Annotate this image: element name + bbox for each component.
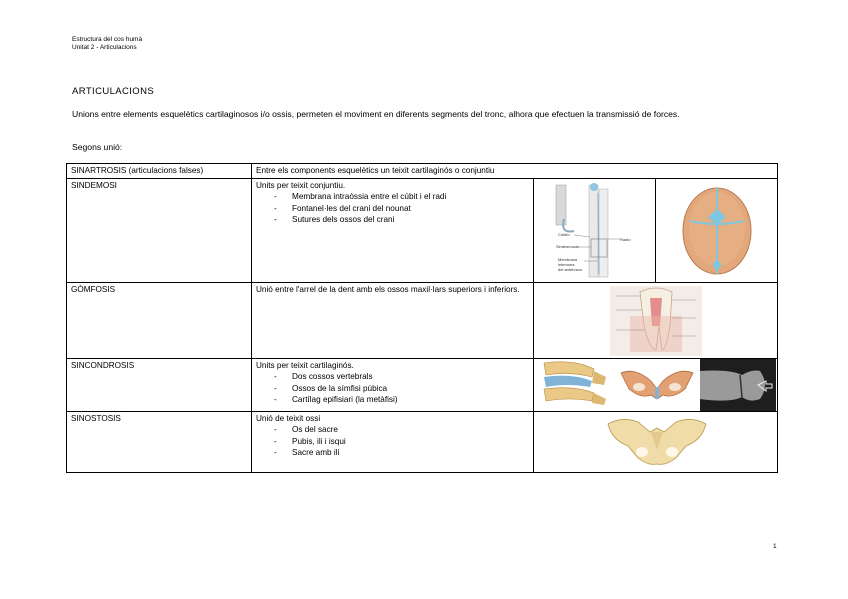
row-items bbox=[256, 371, 529, 406]
row-description bbox=[252, 178, 534, 282]
header-unit: Unitat 2 - Articulacions bbox=[72, 43, 137, 51]
label-interosea: interósea bbox=[558, 261, 575, 267]
table-row bbox=[67, 358, 778, 411]
row-items bbox=[256, 424, 529, 459]
header-cell-description: Entre els components esquelètics un teixit cartilaginós o conjuntiu bbox=[252, 164, 778, 179]
row-desc-text: Units per teixit cartilaginós. bbox=[256, 360, 354, 370]
row-description bbox=[252, 282, 534, 358]
vertebrae-illustration bbox=[534, 359, 615, 411]
row-images bbox=[534, 411, 778, 472]
list-item: - Dos cossos vertebrals bbox=[274, 371, 529, 383]
list-item: - Fontanel·les del crani del nounat bbox=[274, 203, 529, 215]
label-sindesmosis: Sindesmosis bbox=[556, 243, 579, 249]
forearm-illustration bbox=[534, 179, 656, 282]
label-radio: Radio bbox=[620, 236, 631, 242]
document-header bbox=[72, 36, 142, 51]
list-item: - Sutures dels ossos del crani bbox=[274, 214, 529, 226]
list-item: - Cartílag epifisiari (la metàfisi) bbox=[274, 394, 529, 406]
label-antebrazo: del antebrazo bbox=[558, 266, 583, 272]
list-item: - Sacre amb ili bbox=[274, 447, 529, 459]
row-desc-text: Unió entre l'arrel de la dent amb els ossos maxil·lars superiors i inferiors. bbox=[256, 284, 520, 294]
table-row bbox=[67, 282, 778, 358]
page-number: 1 bbox=[773, 543, 777, 550]
list-item: - Membrana intraòssia entre el cúbit i el radi bbox=[274, 191, 529, 203]
row-desc-text: Units per teixit conjuntiu. bbox=[256, 180, 346, 190]
table-header-row bbox=[67, 164, 778, 179]
list-item: - Os del sacre bbox=[274, 424, 529, 436]
row-description bbox=[252, 358, 534, 411]
row-items bbox=[256, 191, 529, 226]
row-description bbox=[252, 411, 534, 472]
label-membrana: Membrana bbox=[558, 256, 578, 262]
row-images bbox=[534, 358, 778, 411]
table-row bbox=[67, 411, 778, 472]
row-name: SINCONDROSIS bbox=[67, 358, 252, 411]
pelvis-illustration bbox=[604, 414, 710, 470]
header-course: Estructura del cos humà bbox=[72, 36, 143, 43]
pubic-symphysis-illustration bbox=[615, 359, 700, 411]
table-row bbox=[67, 178, 778, 282]
articulations-table bbox=[66, 163, 778, 473]
row-desc-text: Unió de teixit ossi bbox=[256, 413, 321, 423]
intro-paragraph: Unions entre elements esquelètics cartilaginosos i/o ossis, permeten el moviment en diferents segments del tronc, alhora que efectuen la transmissió de forces. bbox=[72, 109, 680, 119]
row-images bbox=[534, 282, 778, 358]
row-name: SINOSTOSIS bbox=[67, 411, 252, 472]
label-cubito: Cúbito bbox=[558, 231, 570, 237]
header-cell-type: SINARTROSIS (articulacions falses) bbox=[67, 164, 252, 179]
section-label: Segons unió: bbox=[72, 142, 123, 152]
xray-epiphyseal-image bbox=[700, 359, 776, 411]
row-images bbox=[534, 178, 778, 282]
list-item: - Ossos de la símfisi púbica bbox=[274, 383, 529, 395]
row-name: GÒMFOSIS bbox=[67, 282, 252, 358]
row-name: SINDEMOSI bbox=[67, 178, 252, 282]
tooth-illustration bbox=[610, 286, 702, 356]
list-item: - Pubis, ili i isqui bbox=[274, 436, 529, 448]
skull-top-illustration bbox=[656, 179, 777, 282]
page-title: ARTICULACIONS bbox=[72, 86, 155, 97]
